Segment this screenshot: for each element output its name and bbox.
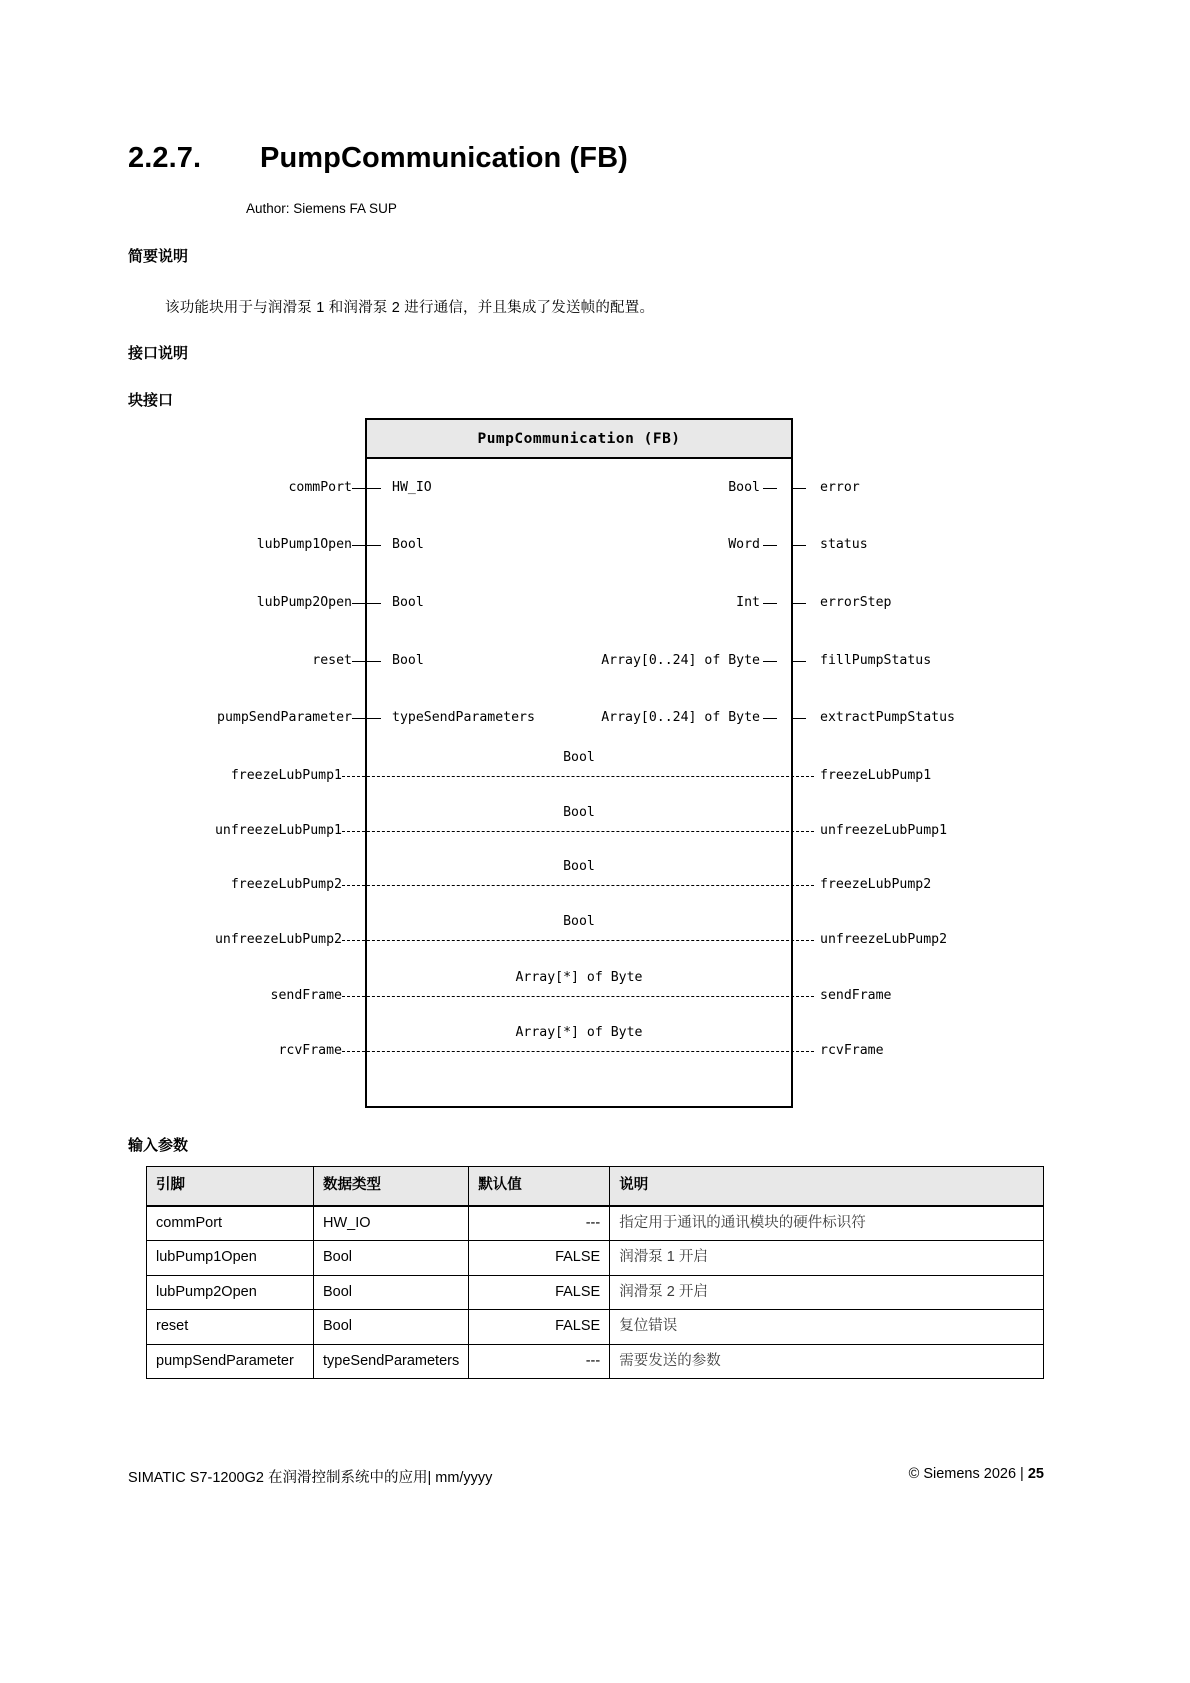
fb-inout-pin-label-left: freezeLubPump2 [230, 877, 342, 892]
fb-pin-lead [763, 545, 777, 546]
cell-datatype: Bool [314, 1310, 469, 1345]
table-header-row [147, 1167, 1044, 1206]
fb-output-pin-label: error [820, 480, 860, 495]
fb-input-pin-label: pumpSendParameter [217, 710, 352, 725]
fb-inout-pin-type: Array[*] of Byte [515, 1025, 643, 1040]
fb-output-pin-type: Bool [728, 480, 760, 495]
fb-input-pin-label: commPort [288, 480, 352, 495]
cell-description: 润滑泵 2 开启 [610, 1275, 1044, 1310]
cell-description: 需要发送的参数 [610, 1344, 1044, 1379]
table-row [147, 1344, 1044, 1379]
fb-block-diagram [0, 418, 1190, 1118]
interface-description-heading: 接口说明 [128, 345, 189, 362]
fb-inout-pin-label-left: freezeLubPump1 [230, 768, 342, 783]
fb-inout-pin-label-left: rcvFrame [278, 1043, 342, 1058]
fb-output-pin-type: Word [728, 537, 760, 552]
fb-pin-dashed-lead [342, 1051, 814, 1052]
section-title: PumpCommunication (FB) [260, 142, 628, 174]
author-line: Author: Siemens FA SUP [246, 201, 397, 216]
cell-pin: lubPump2Open [147, 1275, 314, 1310]
col-header-description: 说明 [610, 1167, 1044, 1206]
fb-input-pin-type: Bool [392, 537, 424, 552]
fb-output-pin [0, 535, 1190, 555]
fb-input-pin-type: Bool [392, 653, 424, 668]
fb-inout-pin-label-right: rcvFrame [820, 1043, 884, 1058]
fb-pin-lead [763, 661, 777, 662]
table-row [147, 1241, 1044, 1276]
fb-output-pin [0, 478, 1190, 498]
fb-pin-lead [792, 718, 806, 719]
fb-inout-pin [0, 750, 1190, 786]
brief-description-heading: 简要说明 [128, 248, 189, 265]
fb-inout-pin-label-right: freezeLubPump2 [820, 877, 932, 892]
cell-default: FALSE [469, 1310, 610, 1345]
block-interface-heading: 块接口 [128, 392, 174, 409]
cell-default: --- [469, 1344, 610, 1379]
fb-input-pin-type: HW_IO [392, 480, 432, 495]
cell-datatype: typeSendParameters [314, 1344, 469, 1379]
fb-pin-lead [763, 488, 777, 489]
table-body [147, 1206, 1044, 1379]
section-number: 2.2.7. [128, 142, 202, 174]
cell-pin: lubPump1Open [147, 1241, 314, 1276]
fb-input-pin-type: typeSendParameters [392, 710, 535, 725]
fb-input-pin-label: reset [312, 653, 352, 668]
fb-output-pin-label: errorStep [820, 595, 892, 610]
fb-inout-pin-label-left: sendFrame [270, 988, 342, 1003]
fb-input-pin-label: lubPump2Open [256, 595, 352, 610]
footer-copyright: © Siemens 2026 | [908, 1466, 1028, 1482]
fb-inout-pin-type: Bool [563, 750, 595, 765]
fb-inout-pin-type: Array[*] of Byte [515, 970, 643, 985]
cell-datatype: Bool [314, 1241, 469, 1276]
input-parameters-table [146, 1166, 1044, 1379]
input-parameters-heading: 输入参数 [128, 1137, 189, 1154]
footer-page-number: 25 [1027, 1466, 1044, 1482]
cell-datatype: Bool [314, 1275, 469, 1310]
fb-inout-pin-type: Bool [563, 859, 595, 874]
cell-description: 润滑泵 1 开启 [610, 1241, 1044, 1276]
fb-pin-lead [792, 545, 806, 546]
cell-default: FALSE [469, 1241, 610, 1276]
table-row [147, 1310, 1044, 1345]
page-title [128, 142, 628, 175]
fb-output-pin-label: extractPumpStatus [820, 710, 955, 725]
footer-right-text [909, 1466, 1044, 1482]
table-row [147, 1206, 1044, 1241]
fb-pin-lead [792, 661, 806, 662]
fb-inout-pin-label-left: unfreezeLubPump1 [214, 823, 342, 838]
fb-inout-pin [0, 914, 1190, 950]
fb-output-pin [0, 708, 1190, 728]
fb-output-pin-label: fillPumpStatus [820, 653, 932, 668]
fb-inout-pin [0, 805, 1190, 841]
fb-pin-dashed-lead [342, 831, 814, 832]
fb-output-pin [0, 593, 1190, 613]
fb-pin-dashed-lead [342, 776, 814, 777]
fb-input-pin-label: lubPump1Open [256, 537, 352, 552]
fb-inout-pin-label-right: freezeLubPump1 [820, 768, 932, 783]
cell-datatype: HW_IO [314, 1206, 469, 1241]
fb-inout-pin-label-right: unfreezeLubPump2 [820, 932, 948, 947]
fb-inout-pin-type: Bool [563, 805, 595, 820]
footer-left-text: SIMATIC S7-1200G2 在润滑控制系统中的应用| mm/yyyy [128, 1470, 493, 1486]
fb-output-pin-label: status [820, 537, 868, 552]
fb-inout-pin [0, 859, 1190, 895]
cell-default: --- [469, 1206, 610, 1241]
col-header-datatype: 数据类型 [314, 1167, 469, 1206]
brief-description-text: 该功能块用于与润滑泵 1 和润滑泵 2 进行通信，并且集成了发送帧的配置。 [165, 300, 655, 316]
fb-pin-dashed-lead [342, 940, 814, 941]
cell-pin: pumpSendParameter [147, 1344, 314, 1379]
fb-inout-pin [0, 1025, 1190, 1061]
fb-pin-dashed-lead [342, 996, 814, 997]
cell-pin: reset [147, 1310, 314, 1345]
col-header-default: 默认值 [469, 1167, 610, 1206]
fb-output-pin [0, 651, 1190, 671]
table-row [147, 1275, 1044, 1310]
cell-description: 复位错误 [610, 1310, 1044, 1345]
fb-block-title: PumpCommunication (FB) [367, 420, 791, 459]
fb-input-pin-type: Bool [392, 595, 424, 610]
fb-pin-lead [763, 603, 777, 604]
col-header-pin: 引脚 [147, 1167, 314, 1206]
fb-inout-pin-label-left: unfreezeLubPump2 [214, 932, 342, 947]
fb-output-pin-type: Array[0..24] of Byte [601, 653, 760, 668]
cell-pin: commPort [147, 1206, 314, 1241]
fb-output-pin-type: Int [736, 595, 760, 610]
fb-output-pin-type: Array[0..24] of Byte [601, 710, 760, 725]
fb-pin-lead [763, 718, 777, 719]
fb-pin-lead [792, 603, 806, 604]
fb-inout-pin [0, 970, 1190, 1006]
fb-inout-pin-type: Bool [563, 914, 595, 929]
cell-default: FALSE [469, 1275, 610, 1310]
fb-inout-pin-label-right: sendFrame [820, 988, 892, 1003]
fb-pin-dashed-lead [342, 885, 814, 886]
fb-pin-lead [792, 488, 806, 489]
fb-inout-pin-label-right: unfreezeLubPump1 [820, 823, 948, 838]
cell-description: 指定用于通讯的通讯模块的硬件标识符 [610, 1206, 1044, 1241]
